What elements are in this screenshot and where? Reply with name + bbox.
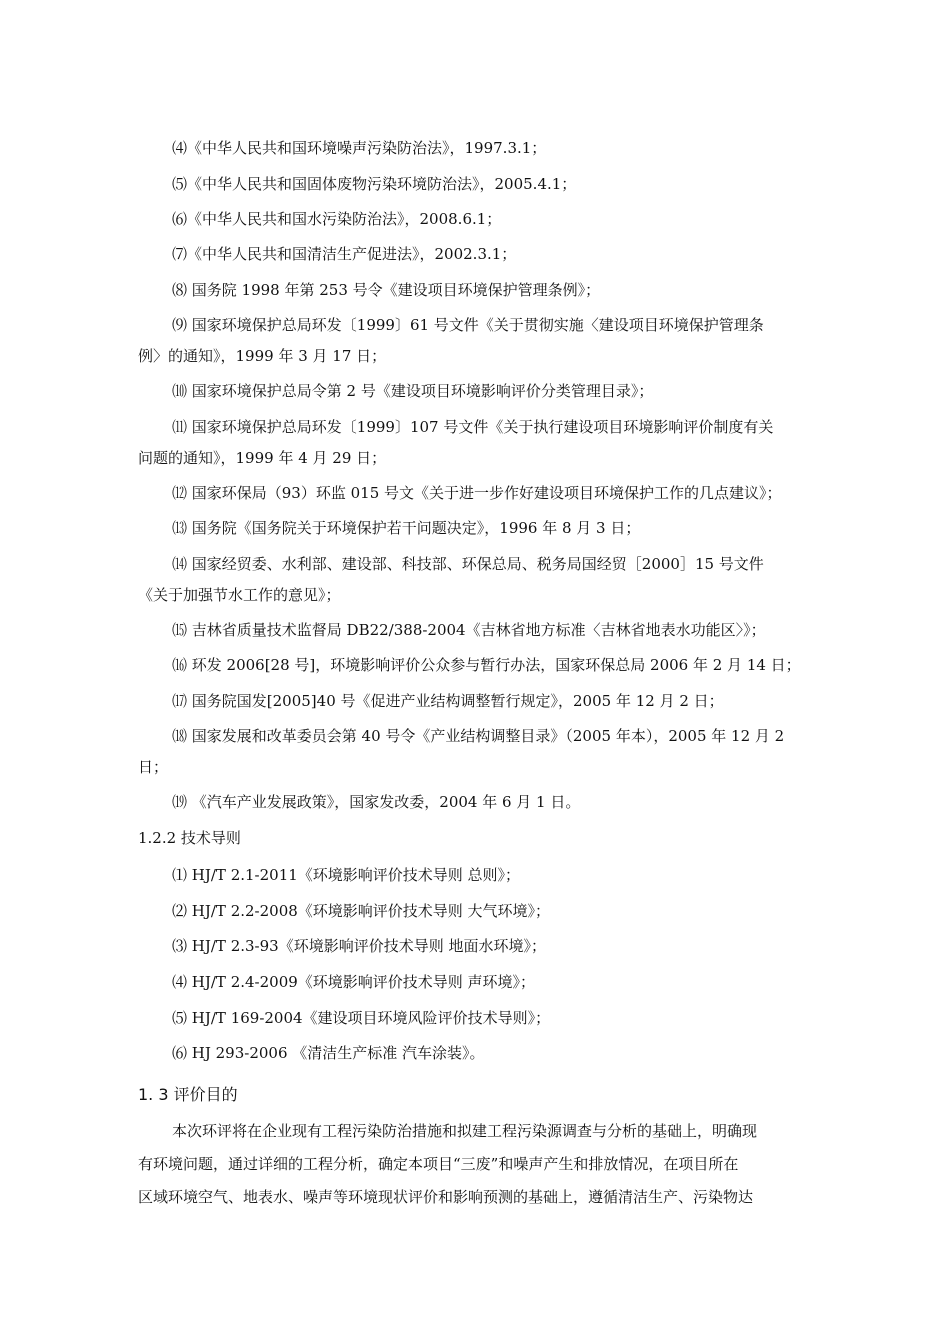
- law-item-5: ⑸《中华人民共和国固体废物污染环境防治法》，2005.4.1；: [172, 175, 577, 193]
- body-paragraph: [138, 1115, 838, 1214]
- paragraph-line-3: 区域环境空气、地表水、噪声等环境现状评价和影响预测的基础上，遵循清洁生产、污染物达: [138, 1188, 754, 1206]
- tech-guide-5: ⑸ HJ/T 169-2004《建设项目环境风险评价技术导则》；: [172, 1009, 551, 1027]
- section-title: 1. 3 评价目的: [138, 1085, 238, 1104]
- law-item-10: ⑽ 国家环境保护总局令第 2 号《建设项目环境影响评价分类管理目录》；: [172, 382, 654, 400]
- law-item-9: ⑼ 国家环境保护总局环发〔1999〕61 号文件《关于贯彻实施〈建设项目环境保护管理条: [172, 316, 764, 334]
- paragraph-line-2: 有环境问题，通过详细的工程分析，确定本项目“三废”和噪声产生和排放情况，在项目所在: [138, 1155, 739, 1173]
- tech-guide-2: ⑵ HJ/T 2.2-2008《环境影响评价技术导则 大气环境》；: [172, 902, 551, 920]
- law-item-13: ⒀ 国务院《国务院关于环境保护若干问题决定》，1996 年 8 月 3 日；: [172, 519, 641, 537]
- law-item-11-cont: 问题的通知》，1999 年 4 月 29 日；: [138, 449, 387, 467]
- law-item-8: ⑻ 国务院 1998 年第 253 号令《建设项目环境保护管理条例》；: [172, 281, 601, 299]
- law-item-18: ⒅ 国家发展和改革委员会第 40 号令《产业结构调整目录》（2005 年本），2005 年 12 月 2: [172, 727, 785, 745]
- law-item-19: ⒆ 《汽车产业发展政策》，国家发改委，2004 年 6 月 1 日。: [172, 793, 581, 811]
- law-item-14-cont: 《关于加强节水工作的意见》；: [138, 586, 341, 604]
- paragraph-line-1: 本次环评将在企业现有工程污染防治措施和拟建工程污染源调查与分析的基础上，明确现: [172, 1122, 758, 1140]
- law-item-17: ⒄ 国务院国发[2005]40 号《促进产业结构调整暂行规定》，2005 年 12 月 2 日；: [172, 692, 724, 710]
- law-item-12: ⑿ 国家环保局（93）环监 015 号文《关于进一步作好建设项目环境保护工作的几点建议》；: [172, 484, 782, 502]
- tech-guide-6: ⑹ HJ 293-2006 《清洁生产标准 汽车涂装》。: [172, 1044, 485, 1062]
- law-item-15: ⒂ 吉林省质量技术监督局 DB22/388-2004《吉林省地方标准〈吉林省地表水功能区〉》；: [172, 621, 766, 639]
- tech-guide-3: ⑶ HJ/T 2.3-93《环境影响评价技术导则 地面水环境》；: [172, 937, 546, 955]
- law-item-14: ⒁ 国家经贸委、水利部、建设部、科技部、环保总局、税务局国经贸［2000］15 号文件: [172, 555, 764, 573]
- tech-guide-1: ⑴ HJ/T 2.1-2011《环境影响评价技术导则 总则》；: [172, 866, 521, 884]
- law-item-4: ⑷《中华人民共和国环境噪声污染防治法》，1997.3.1；: [172, 139, 547, 157]
- law-item-18-cont: 日；: [138, 758, 169, 776]
- subsection-heading: 1.2.2 技术导则: [138, 829, 241, 847]
- law-item-7: ⑺《中华人民共和国清洁生产促进法》，2002.3.1；: [172, 245, 517, 263]
- law-item-16: ⒃ 环发 2006[28 号]，环境影响评价公众参与暂行办法，国家环保总局 2006 年 2 月 14 日；: [172, 656, 801, 674]
- tech-guide-4: ⑷ HJ/T 2.4-2009《环境影响评价技术导则 声环境》；: [172, 973, 536, 991]
- law-item-6: ⑹《中华人民共和国水污染防治法》，2008.6.1；: [172, 210, 502, 228]
- law-item-9-cont: 例〉的通知》，1999 年 3 月 17 日；: [138, 347, 387, 365]
- law-item-11: ⑾ 国家环境保护总局环发〔1999〕107 号文件《关于执行建设项目环境影响评价制度有关: [172, 418, 774, 436]
